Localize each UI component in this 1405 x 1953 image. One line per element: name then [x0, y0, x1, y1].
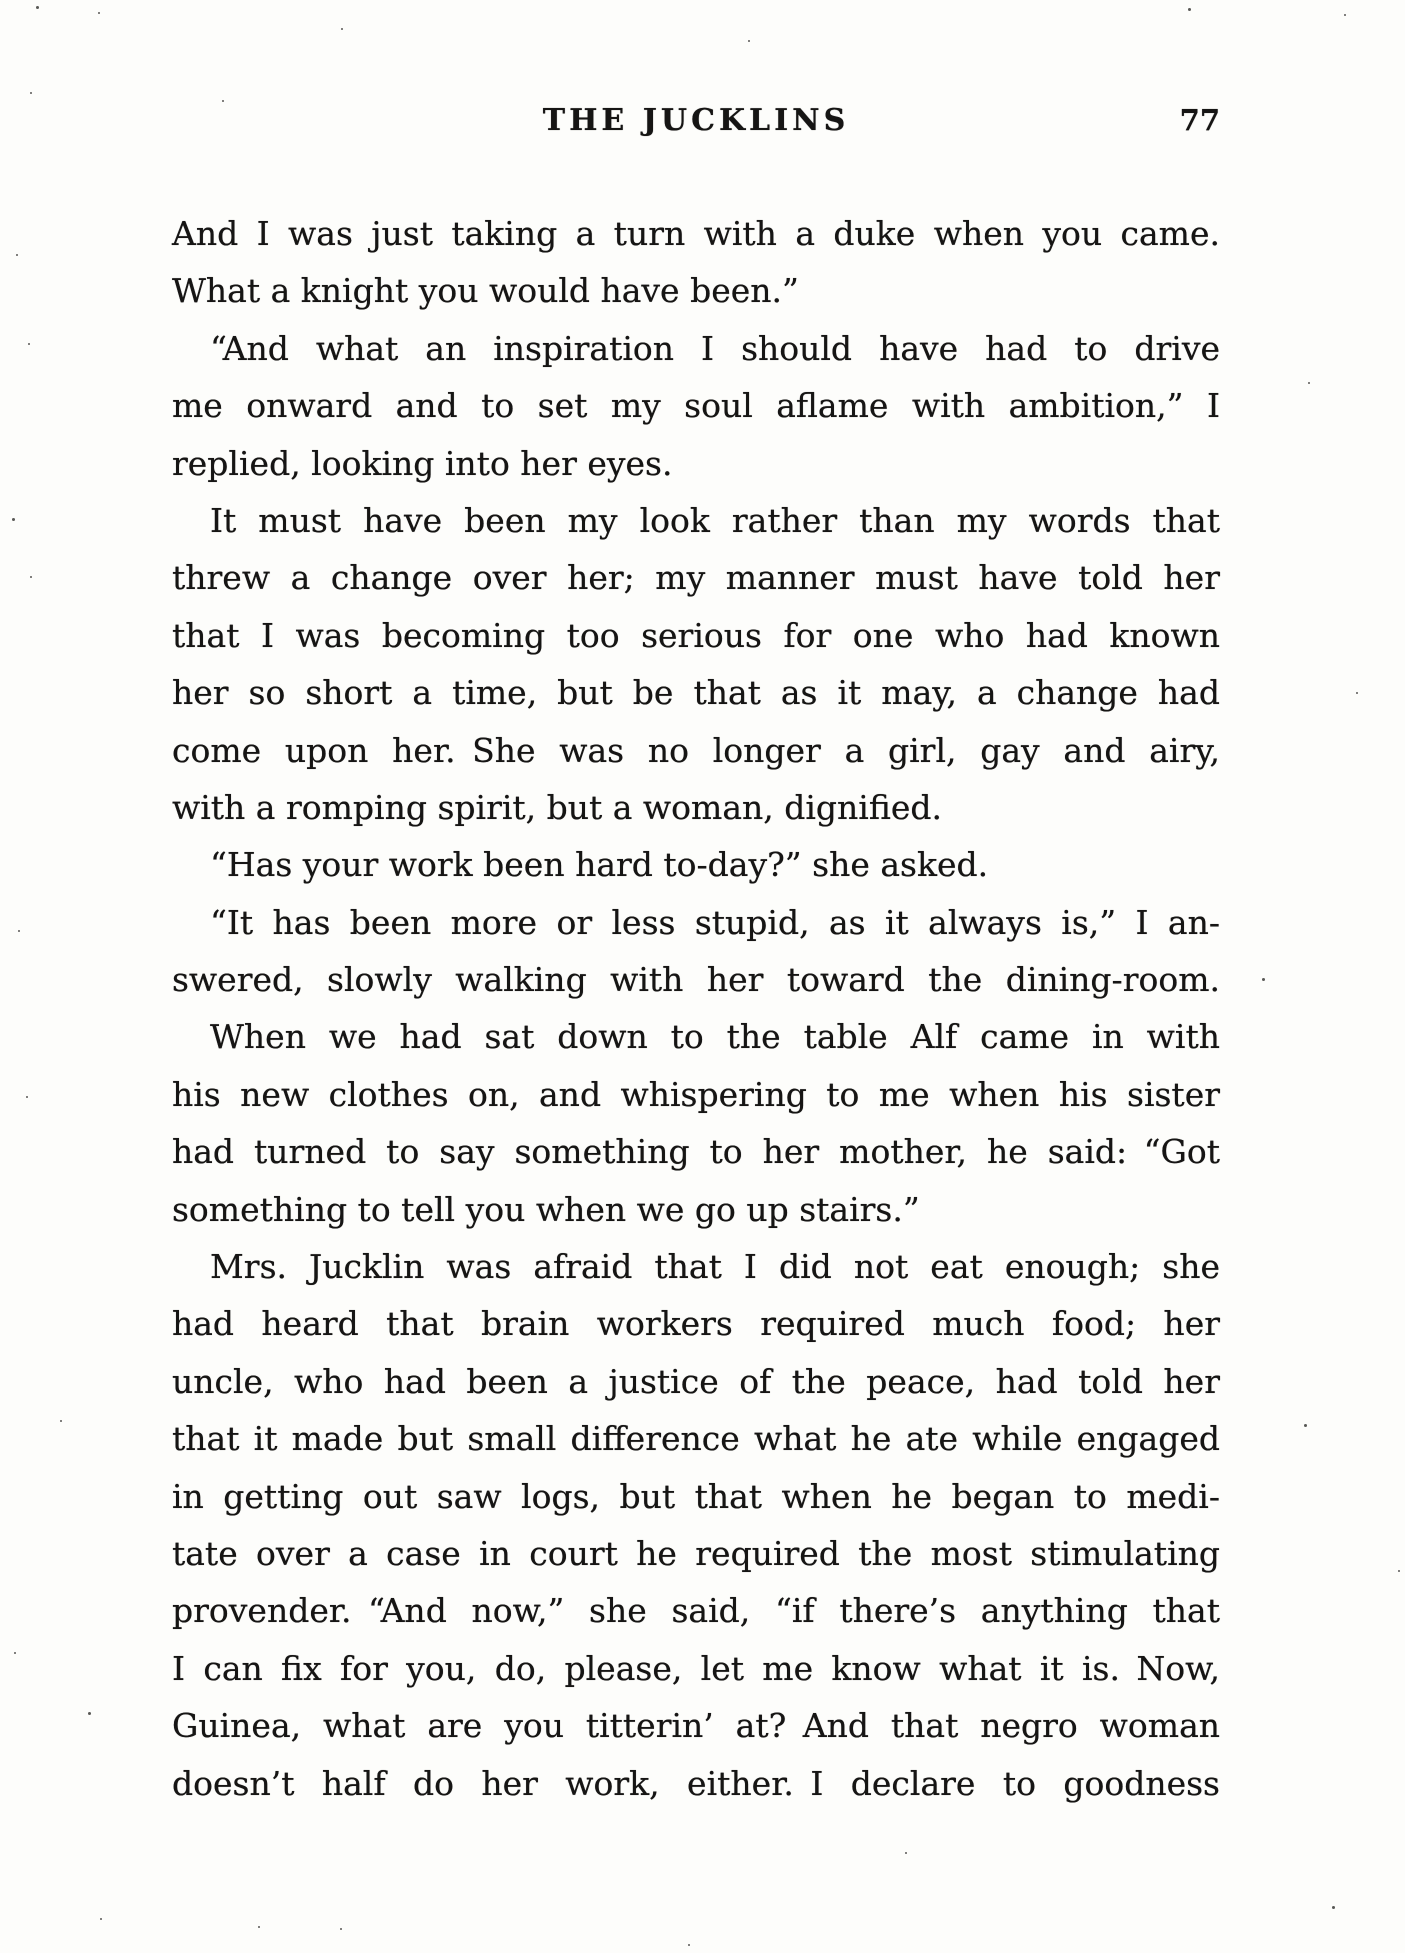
- running-title: THE JUCKLINS: [542, 103, 850, 138]
- text-line: something to tell you when we go up stairs.”: [172, 1189, 920, 1229]
- text-line: her so short a time, but be that as it may, a change had: [172, 673, 1220, 713]
- text-line: When we had sat down to the table Alf came in with: [210, 1017, 1220, 1057]
- text-line: tate over a case in court he required the most stimulating: [172, 1533, 1220, 1573]
- page-number: 77: [1179, 103, 1220, 137]
- text-line: his new clothes on, and whispering to me when his sister: [172, 1074, 1220, 1114]
- scan-speck: [1262, 978, 1265, 981]
- scan-speck: [1332, 1906, 1335, 1909]
- scan-speck: [30, 576, 32, 578]
- scan-speck: [1344, 14, 1346, 16]
- text-line: come upon her. She was no longer a girl, gay and airy,: [172, 730, 1220, 770]
- scan-speck: [1308, 382, 1310, 384]
- text-line: that I was becoming too serious for one who had known: [172, 615, 1220, 655]
- text-line: uncle, who had been a justice of the peace, had told her: [172, 1361, 1220, 1401]
- scan-speck: [16, 254, 18, 256]
- text-line: Mrs. Jucklin was afraid that I did not eat enough; she: [210, 1247, 1220, 1287]
- text-line: in getting out saw logs, but that when he began to medi-: [172, 1476, 1220, 1516]
- text-line: with a romping spirit, but a woman, dignified.: [172, 787, 943, 827]
- text-line: swered, slowly walking with her toward the dining-room.: [172, 960, 1220, 1000]
- text-line: It must have been my look rather than my words that: [210, 500, 1220, 540]
- scan-speck: [1304, 1424, 1307, 1427]
- scan-speck: [1398, 1570, 1400, 1572]
- text-line: me onward and to set my soul aflame with ambition,” I: [172, 386, 1220, 426]
- scan-speck: [28, 343, 30, 345]
- page-header: [172, 103, 1220, 147]
- text-line: “And what an inspiration I should have had to drive: [210, 328, 1220, 368]
- text-line: replied, looking into her eyes.: [172, 443, 673, 483]
- text-line: I can fix for you, do, please, let me know what it is. Now,: [172, 1648, 1220, 1688]
- scan-speck: [12, 518, 15, 521]
- scan-speck: [1188, 8, 1191, 11]
- text-line: had heard that brain workers required much food; her: [172, 1304, 1220, 1344]
- scan-speck: [258, 1926, 260, 1928]
- text-line: “It has been more or less stupid, as it always is,” I an-: [210, 902, 1220, 942]
- scan-speck: [748, 40, 750, 42]
- scan-speck: [341, 28, 343, 30]
- scan-speck: [26, 1096, 28, 1098]
- scan-speck: [905, 1852, 907, 1854]
- scan-speck: [30, 92, 32, 94]
- scan-speck: [18, 930, 20, 932]
- text-line: And I was just taking a turn with a duke when you came.: [172, 214, 1220, 253]
- text-line: “Has your work been hard to-day?” she asked.: [210, 845, 989, 885]
- scan-speck: [60, 1420, 62, 1422]
- text-line: provender. “And now,” she said, “if there’s anything that: [172, 1591, 1220, 1631]
- scan-speck: [688, 1944, 690, 1946]
- scan-speck: [1356, 692, 1358, 694]
- scan-speck: [222, 100, 224, 102]
- scan-speck: [100, 1918, 102, 1920]
- page-text: [172, 205, 1220, 1812]
- text-line: Guinea, what are you titterin’ at? And that negro woman: [172, 1706, 1220, 1746]
- text-line: What a knight you would have been.”: [172, 271, 799, 311]
- text-line: doesn’t half do her work, either. I declare to goodness: [172, 1763, 1220, 1803]
- scan-speck: [14, 1652, 16, 1654]
- scan-speck: [340, 1928, 342, 1930]
- text-line: that it made but small difference what he ate while engaged: [172, 1419, 1220, 1459]
- scan-speck: [98, 12, 100, 14]
- scan-speck: [88, 1712, 91, 1715]
- text-line: threw a change over her; my manner must have told her: [172, 558, 1220, 598]
- text-line: had turned to say something to her mother, he said: “Got: [172, 1132, 1220, 1172]
- scan-speck: [36, 6, 39, 9]
